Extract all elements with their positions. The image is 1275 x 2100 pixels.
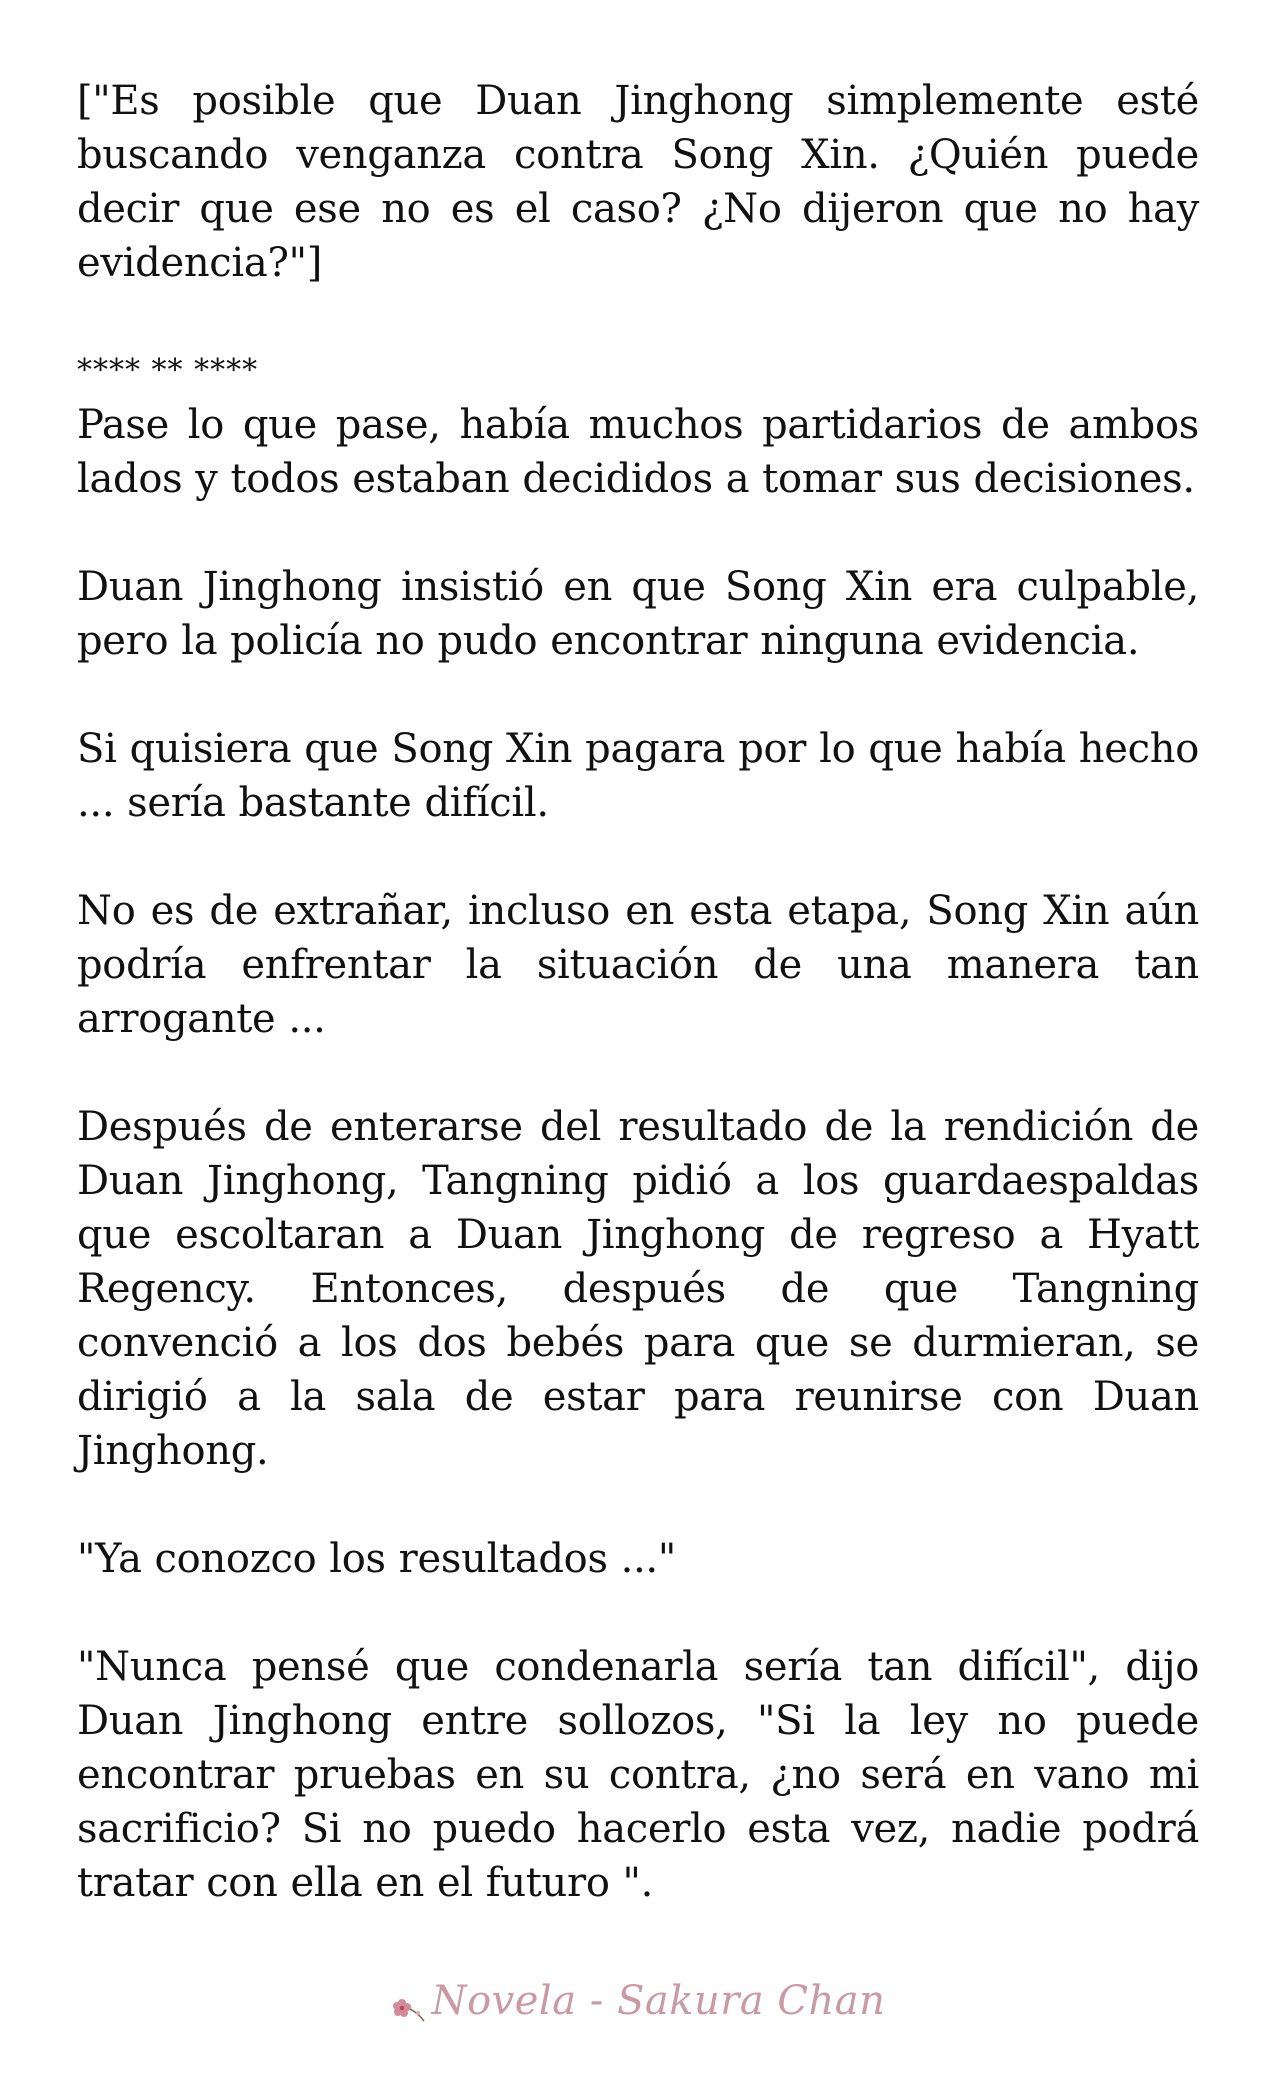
paragraph-resultados: "Ya conozco los resultados ..." bbox=[77, 1536, 676, 1582]
paragraph-rendicion: Después de enterarse del resultado de la rendición de Duan Jinghong, Tangning pidió a los guardaespaldas que escoltaran a Duan Jinghong de regreso a Hyatt Regency. Entonces, después de que Tangning convenció a los dos bebés para que se durmieran, se dirigió a la sala de estar para reunirse con Duan Jinghong. bbox=[77, 1104, 1199, 1474]
paragraph-insistio: Duan Jinghong insistió en que Song Xin era culpable, pero la policía no pudo encontrar ninguna evidencia. bbox=[77, 564, 1199, 664]
watermark bbox=[0, 1978, 1275, 2024]
paragraph-partidarios: Pase lo que pase, había muchos partidarios de ambos lados y todos estaban decididos a tomar sus decisiones. bbox=[77, 402, 1199, 502]
document-body bbox=[77, 74, 1199, 1964]
paragraph-extranar: No es de extrañar, incluso en esta etapa, Song Xin aún podría enfrentar la situación de una manera tan arrogante ... bbox=[77, 888, 1199, 1042]
sakura-flower-icon bbox=[390, 1989, 426, 2019]
paragraph-pagara: Si quisiera que Song Xin pagara por lo que había hecho ... sería bastante difícil. bbox=[77, 726, 1199, 826]
watermark-text: Novela - Sakura Chan bbox=[431, 1978, 886, 2024]
paragraph-sacrificio: "Nunca pensé que condenarla sería tan difícil", dijo Duan Jinghong entre sollozos, "Si la ley no puede encontrar pruebas en su contra, ¿no será en vano mi sacrificio? Si no puedo hacerlo esta vez, nadie podrá tratar con ella en el futuro ". bbox=[77, 1644, 1199, 1906]
scene-separator: **** ** **** bbox=[77, 353, 259, 388]
paragraph-quote-venganza: ["Es posible que Duan Jinghong simplemente esté buscando venganza contra Song Xin. ¿Quién puede decir que ese no es el caso? ¿No dijeron que no hay evidencia?"] bbox=[77, 78, 1199, 286]
